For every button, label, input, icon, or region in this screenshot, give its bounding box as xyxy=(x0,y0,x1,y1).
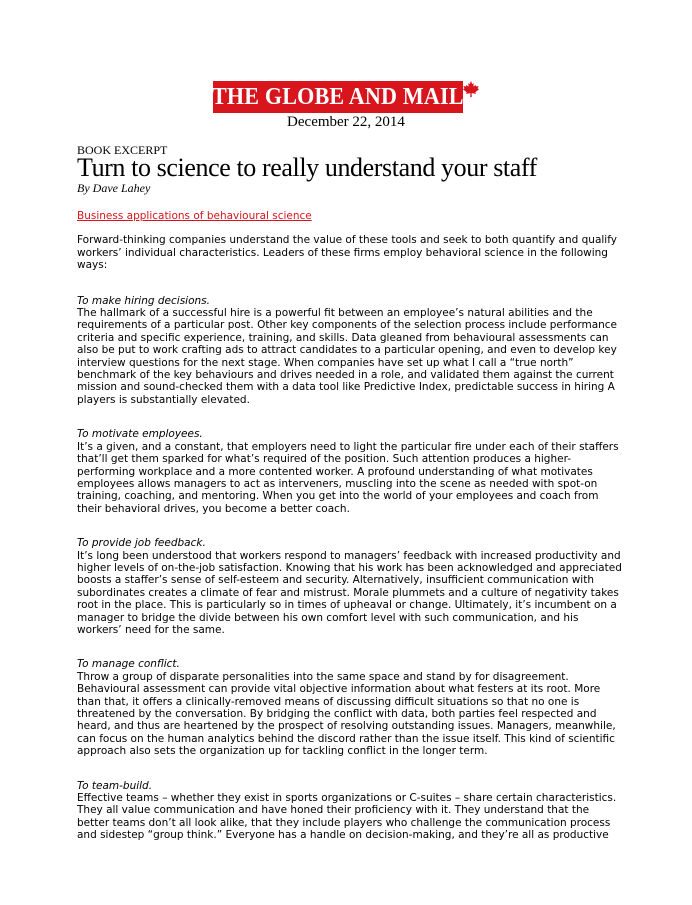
section-feedback xyxy=(77,537,622,636)
section-text: Effective teams – whether they exist in sports organizations or C-suites – share certain characteristics. They all value communication and have honed their proficiency with it. They understand that the better teams don’t all look alike, that they include players who challenge the communication process and sidestep “group think.” Everyone has a handle on decision-making, and they’re all as productive xyxy=(77,792,617,842)
section-heading: To provide job feedback. xyxy=(77,537,206,550)
section-text: Throw a group of disparate personalities into the same space and stand by for disagreement. Behavioural assessment can provide vital objective information about what festers at its root. More than that, it offers a clinically-removed means of discussing difficult situations so that no one is threatened by the conversation. By bridging the conflict with data, both parties feel respected and heard, and thus are heartened by the prospect of resolving outstanding issues. Managers, meanwhile, can focus on the human analytics behind the discord rather than the issue itself. This kind of scientific approach also sets the organization up for tackling conflict in the longer term. xyxy=(77,670,616,758)
section-text: It’s long been understood that workers respond to managers’ feedback with increased productivity and higher levels of on-the-job satisfaction. Knowing that his work has been acknowledged and appreciated boosts a staffer’s sense of self-esteem and security. Alternatively, insufficient communication with subordinates creates a climate of fear and mistrust. Morale plummets and a culture of negativity takes root in the place. This is particularly so in times of upheaval or change. Ultimately, it’s incumbent on a manager to bridge the divide between his own comfort level with such communication, and his workers’ need for the same. xyxy=(77,549,622,636)
kicker: BOOK EXCERPT xyxy=(77,143,168,157)
headline: Turn to science to really understand your staff xyxy=(77,153,537,182)
article-body xyxy=(77,210,622,864)
section-heading: To team-build. xyxy=(77,779,153,792)
section-text: It’s a given, and a constant, that employers need to light the particular fire under each of their staffers that’ll get them sparked for what’s required of the position. Such attention produces a higher-performing workplace and a more contented worker. A profound understanding of what motivates employees allows managers to act as interveners, muscling into the scene as needed with spot-on training, coaching, and mentoring. When you get into the world of your employees and coach from their behavioral drives, you become a better coach. xyxy=(77,440,619,515)
section-text: The hallmark of a successful hire is a powerful fit between an employee’s natural abilities and the requirements of a particular post. Other key components of the selection process include performance criteria and specific experience, training, and skills. Data gleaned from behavioural assessments can also be put to work crafting ads to attract candidates to a particular opening, and even to develop key interview questions for the next stage. When companies have set up what I call a “true north” benchmark of the key behaviours and drives needed in a role, and validated them against the current mission and sound-checked them with a data tool like Predictive Index, predictable success in hiring A players is substantially elevated. xyxy=(77,307,618,406)
publication-date: December 22, 2014 xyxy=(287,114,405,130)
maple-leaf-icon xyxy=(462,80,480,98)
section-heading: To motivate employees. xyxy=(77,428,203,441)
section-link[interactable]: Business applications of behavioural science xyxy=(77,210,312,222)
section-motivate xyxy=(77,428,622,515)
section-heading: To make hiring decisions. xyxy=(77,294,210,307)
section-heading: To manage conflict. xyxy=(77,658,180,671)
section-hiring xyxy=(77,295,622,407)
section-team-build xyxy=(77,780,622,842)
section-conflict xyxy=(77,658,622,757)
byline: By Dave Lahey xyxy=(77,181,151,195)
masthead-name: THE GLOBE AND MAIL xyxy=(212,83,464,110)
masthead-logo xyxy=(213,81,463,113)
intro-paragraph: Forward-thinking companies understand the value of these tools and seek to both quantify and qualify workers’ individual characteristics. Leaders of these firms employ behavioral science in the following ways: xyxy=(77,234,617,272)
